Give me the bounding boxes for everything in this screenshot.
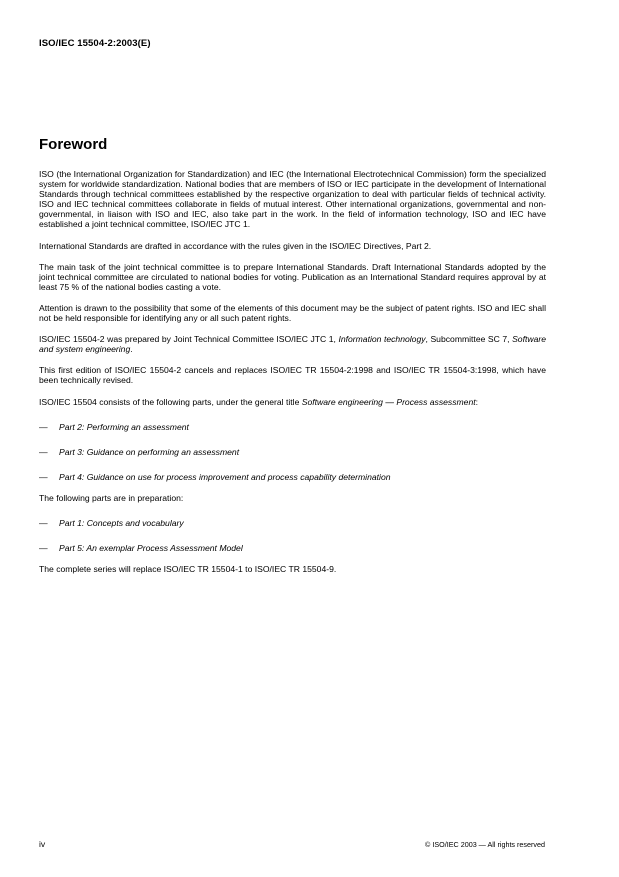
prepared-by-end: .: [130, 344, 133, 355]
prepared-by-subcommittee: , Subcommittee SC 7,: [425, 334, 513, 345]
list-item-part-4: [39, 472, 546, 482]
list-item-part-1: [39, 518, 546, 528]
foreword-body: [39, 169, 546, 574]
list-item-part-5: [39, 543, 546, 553]
parts-intro-text: ISO/IEC 15504 consists of the following parts, under the general title: [39, 396, 302, 407]
paragraph-directives: International Standards are drafted in accordance with the rules given in the ISO/IEC Directives, Part 2.: [39, 240, 432, 251]
parts-general-title: Software engineering — Process assessment: [301, 396, 476, 407]
paragraph-organizations: ISO (the International Organization for Standardization) and IEC (the International Electrotechnical Commission) form the specialized system for worldwide standardization. National bodies that are members of ISO or IEC participate in the development of International Standards through technical committees established by the respective organization to deal with particular fields of technical activity. ISO and IEC technical committees collaborate in fields of mutual interest. Other international organizations, governmental and non-governmental, in liaison with ISO and IEC, also take part in the work. In the field of information technology, ISO and IEC have established a joint technical committee, ISO/IEC JTC 1.: [39, 169, 546, 230]
list-item-text: Part 3: Guidance on performing an assessment: [59, 446, 240, 457]
prepared-by-title-it: Information technology: [338, 334, 426, 345]
list-item-text: Part 2: Performing an assessment: [59, 421, 189, 432]
paragraph-complete-series: The complete series will replace ISO/IEC TR 15504-1 to ISO/IEC TR 15504-9.: [39, 564, 337, 575]
prepared-by-title-sse: Software and system engineering: [39, 334, 546, 355]
page-number: iv: [39, 839, 46, 849]
dash-marker: —: [39, 517, 48, 528]
paragraph-main-task: The main task of the joint technical committee is to prepare International Standards. Draft International Standards adopted by the joint technical committee are circulated to national bodies for voting. Publication as an International Standard requires approval by at least 75 % of the national bodies casting a vote.: [39, 261, 546, 292]
list-item-text: Part 4: Guidance on use for process improvement and process capability determination: [59, 471, 391, 482]
paragraph-in-preparation: The following parts are in preparation:: [39, 492, 184, 503]
paragraph-first-edition: This first edition of ISO/IEC 15504-2 cancels and replaces ISO/IEC TR 15504-2:1998 and ISO/IEC TR 15504-3:1998, which have been technically revised.: [39, 365, 546, 386]
list-item-text: Part 5: An exemplar Process Assessment Model: [59, 543, 243, 554]
list-item-part-3: [39, 447, 546, 457]
paragraph-prepared-by: [39, 334, 546, 354]
dash-marker: —: [39, 471, 48, 482]
dash-marker: —: [39, 543, 48, 554]
dash-marker: —: [39, 421, 48, 432]
dash-marker: —: [39, 446, 48, 457]
parts-intro-colon: :: [475, 396, 479, 407]
paragraph-parts-intro: [39, 397, 546, 407]
paragraph-patent-rights: Attention is drawn to the possibility that some of the elements of this document may be the subject of patent rights. ISO and IEC shall not be held responsible for identifying any or all such patent rights.: [39, 302, 546, 324]
prepared-by-text: ISO/IEC 15504-2 was prepared by Joint Technical Committee ISO/IEC JTC 1,: [39, 334, 339, 345]
foreword-heading: Foreword: [39, 136, 108, 153]
list-item-text: Part 1: Concepts and vocabulary: [59, 517, 184, 528]
copyright-notice: © ISO/IEC 2003 — All rights reserved: [425, 840, 545, 849]
document-header-id: ISO/IEC 15504-2:2003(E): [39, 38, 151, 49]
list-item-part-2: [39, 422, 546, 432]
